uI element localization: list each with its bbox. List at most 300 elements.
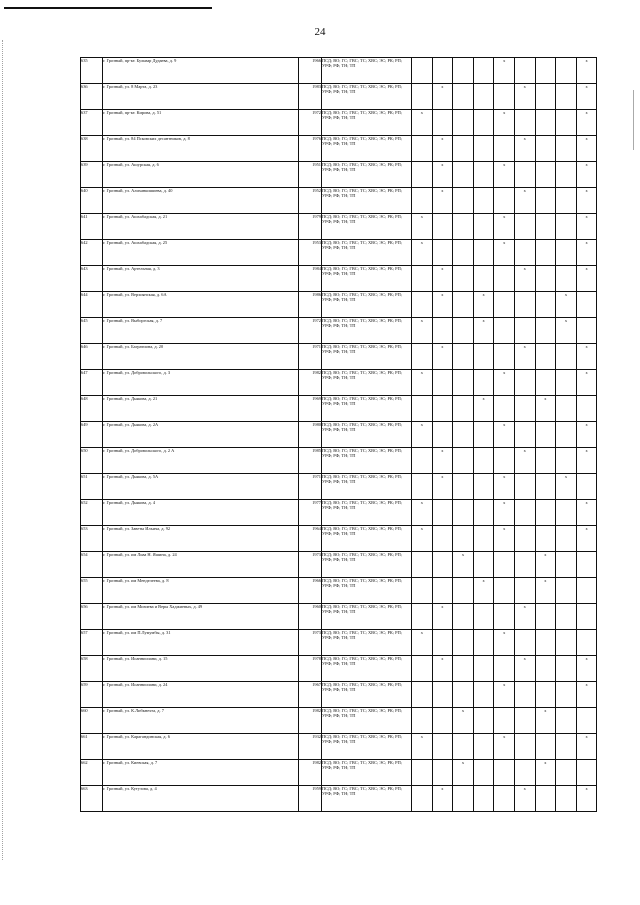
mark-cell xyxy=(432,578,453,604)
mark-cell xyxy=(535,422,556,448)
row-work-types: ПСД; ВО; ГС; ГВС; ТС; ХВС; ЭС; РК; РП; УРФ; РФ; ТН; ТП xyxy=(322,318,412,344)
mark-cell xyxy=(535,162,556,188)
row-number: 660 xyxy=(81,708,103,734)
mark-cell: x xyxy=(576,162,597,188)
table-row xyxy=(81,422,597,448)
table-row xyxy=(81,162,597,188)
mark-cell: x xyxy=(576,136,597,162)
mark-cell xyxy=(473,448,494,474)
mark-cell: x xyxy=(432,266,453,292)
mark-cell xyxy=(412,344,433,370)
row-year: 1982 xyxy=(299,370,322,396)
mark-cell xyxy=(576,760,597,786)
top-rule xyxy=(4,7,212,9)
mark-cell xyxy=(473,84,494,110)
table-row xyxy=(81,318,597,344)
mark-cell xyxy=(453,344,474,370)
mark-cell xyxy=(494,578,515,604)
mark-cell: x xyxy=(576,734,597,760)
mark-cell xyxy=(453,448,474,474)
row-year: 1953 xyxy=(299,240,322,266)
mark-cell: x xyxy=(535,396,556,422)
row-number: 642 xyxy=(81,240,103,266)
mark-cell xyxy=(473,604,494,630)
mark-cell: x xyxy=(432,448,453,474)
mark-cell xyxy=(453,318,474,344)
mark-cell: x xyxy=(514,786,535,812)
mark-cell xyxy=(453,214,474,240)
scan-edge-right xyxy=(633,90,634,150)
row-work-types: ПСД; ВО; ГС; ГВС; ТС; ХВС; ЭС; РК; РП; УРФ; РФ; ТН; ТП xyxy=(322,760,412,786)
row-address: г. Грозный, ул. К.Либкнехта, д. 7 xyxy=(103,708,299,734)
table-row xyxy=(81,84,597,110)
row-address: г. Грозный, ул. Алиханкишиева, д. 40 xyxy=(103,188,299,214)
mark-cell: x xyxy=(432,162,453,188)
mark-cell: x xyxy=(494,162,515,188)
mark-cell xyxy=(453,682,474,708)
mark-cell xyxy=(473,240,494,266)
row-address: г. Грозный, ул. Дьякова, д. 21 xyxy=(103,396,299,422)
mark-cell xyxy=(453,604,474,630)
mark-cell xyxy=(535,474,556,500)
mark-cell: x xyxy=(494,682,515,708)
mark-cell: x xyxy=(576,656,597,682)
mark-cell: x xyxy=(576,682,597,708)
mark-cell xyxy=(556,370,577,396)
mark-cell xyxy=(535,266,556,292)
mark-cell xyxy=(432,500,453,526)
mark-cell xyxy=(453,266,474,292)
row-number: 656 xyxy=(81,604,103,630)
mark-cell xyxy=(473,474,494,500)
mark-cell xyxy=(535,630,556,656)
mark-cell xyxy=(556,682,577,708)
row-address: г. Грозный, ул. Добровольского, д. 2 А xyxy=(103,448,299,474)
row-address: г. Грозный, ул. Артельная, д. 3 xyxy=(103,266,299,292)
row-address: г. Грозный, ул. им Менделеева, д. 8 xyxy=(103,578,299,604)
row-year: 1967 xyxy=(299,682,322,708)
row-year: 1972 xyxy=(299,110,322,136)
mark-cell: x xyxy=(494,526,515,552)
mark-cell xyxy=(453,110,474,136)
row-number: 647 xyxy=(81,370,103,396)
mark-cell xyxy=(412,656,433,682)
row-address: г. Грозный, ул. им Мизиева и Веры Хаджиевых, д. 49 xyxy=(103,604,299,630)
table-row xyxy=(81,500,597,526)
row-year: 1971 xyxy=(299,474,322,500)
mark-cell xyxy=(514,474,535,500)
mark-cell: x xyxy=(576,266,597,292)
mark-cell: x xyxy=(556,292,577,318)
mark-cell xyxy=(494,604,515,630)
mark-cell xyxy=(494,266,515,292)
mark-cell xyxy=(432,240,453,266)
mark-cell xyxy=(576,630,597,656)
mark-cell xyxy=(556,214,577,240)
mark-cell xyxy=(412,708,433,734)
mark-cell: x xyxy=(514,266,535,292)
row-number: 652 xyxy=(81,500,103,526)
row-work-types: ПСД; ВО; ГС; ГВС; ТС; ХВС; ЭС; РК; РП; УРФ; РФ; ТН; ТП xyxy=(322,422,412,448)
mark-cell xyxy=(535,58,556,84)
mark-cell xyxy=(556,136,577,162)
row-address: г. Грозный, ул. Добровольского, д. 3 xyxy=(103,370,299,396)
mark-cell xyxy=(514,110,535,136)
mark-cell xyxy=(535,448,556,474)
mark-cell xyxy=(473,214,494,240)
row-work-types: ПСД; ВО; ГС; ГВС; ТС; ХВС; ЭС; РК; РП; УРФ; РФ; ТН; ТП xyxy=(322,448,412,474)
mark-cell xyxy=(473,708,494,734)
mark-cell: x xyxy=(576,344,597,370)
row-work-types: ПСД; ВО; ГС; ГВС; ТС; ХВС; ЭС; РК; РП; УРФ; РФ; ТН; ТП xyxy=(322,240,412,266)
mark-cell: x xyxy=(432,786,453,812)
row-number: 648 xyxy=(81,396,103,422)
row-number: 653 xyxy=(81,526,103,552)
mark-cell xyxy=(432,708,453,734)
table-row xyxy=(81,370,597,396)
mark-cell xyxy=(535,136,556,162)
row-work-types: ПСД; ВО; ГС; ГВС; ТС; ХВС; ЭС; РК; РП; УРФ; РФ; ТН; ТП xyxy=(322,786,412,812)
mark-cell xyxy=(412,578,433,604)
mark-cell: x xyxy=(473,292,494,318)
mark-cell xyxy=(556,396,577,422)
mark-cell: x xyxy=(576,84,597,110)
mark-cell xyxy=(453,162,474,188)
mark-cell: x xyxy=(494,214,515,240)
mark-cell: x xyxy=(494,110,515,136)
mark-cell: x xyxy=(412,370,433,396)
mark-cell xyxy=(556,708,577,734)
row-work-types: ПСД; ВО; ГС; ГВС; ТС; ХВС; ЭС; РК; РП; УРФ; РФ; ТН; ТП xyxy=(322,526,412,552)
mark-cell xyxy=(514,396,535,422)
row-number: 646 xyxy=(81,344,103,370)
row-work-types: ПСД; ВО; ГС; ГВС; ТС; ХВС; ЭС; РК; РП; УРФ; РФ; ТН; ТП xyxy=(322,214,412,240)
mark-cell xyxy=(494,708,515,734)
mark-cell: x xyxy=(432,188,453,214)
mark-cell xyxy=(514,630,535,656)
mark-cell: x xyxy=(494,240,515,266)
mark-cell xyxy=(494,136,515,162)
row-work-types: ПСД; ВО; ГС; ГВС; ТС; ХВС; ЭС; РК; РП; УРФ; РФ; ТН; ТП xyxy=(322,500,412,526)
table-row xyxy=(81,396,597,422)
row-number: 639 xyxy=(81,162,103,188)
row-year: 1979 xyxy=(299,214,322,240)
mark-cell xyxy=(535,188,556,214)
row-number: 637 xyxy=(81,110,103,136)
mark-cell xyxy=(535,656,556,682)
mark-cell xyxy=(473,500,494,526)
row-year: 1973 xyxy=(299,630,322,656)
mark-cell xyxy=(473,370,494,396)
row-year: 1951 xyxy=(299,162,322,188)
mark-cell xyxy=(432,526,453,552)
mark-cell xyxy=(412,396,433,422)
mark-cell xyxy=(535,344,556,370)
mark-cell: x xyxy=(514,344,535,370)
mark-cell: x xyxy=(473,578,494,604)
row-address: г. Грозный, ул. Ашхабадская, д. 25 xyxy=(103,240,299,266)
row-number: 643 xyxy=(81,266,103,292)
mark-cell: x xyxy=(535,552,556,578)
row-address: г. Грозный, ул. Дьякова, д. 2А xyxy=(103,422,299,448)
mark-cell xyxy=(576,708,597,734)
mark-cell xyxy=(412,448,433,474)
mark-cell: x xyxy=(535,578,556,604)
table-row xyxy=(81,578,597,604)
row-address: г. Грозный, ул. Багратиона, д. 20 xyxy=(103,344,299,370)
mark-cell xyxy=(556,422,577,448)
mark-cell xyxy=(494,396,515,422)
row-work-types: ПСД; ВО; ГС; ГВС; ТС; ХВС; ЭС; РК; РП; УРФ; РФ; ТН; ТП xyxy=(322,370,412,396)
row-number: 651 xyxy=(81,474,103,500)
mark-cell xyxy=(494,344,515,370)
row-number: 650 xyxy=(81,448,103,474)
mark-cell xyxy=(535,240,556,266)
mark-cell: x xyxy=(494,58,515,84)
table-row xyxy=(81,760,597,786)
mark-cell xyxy=(514,760,535,786)
row-work-types: ПСД; ВО; ГС; ГВС; ТС; ХВС; ЭС; РК; РП; УРФ; РФ; ТН; ТП xyxy=(322,474,412,500)
mark-cell: x xyxy=(412,240,433,266)
table-row xyxy=(81,630,597,656)
register-table xyxy=(80,57,597,812)
mark-cell xyxy=(514,552,535,578)
mark-cell xyxy=(432,214,453,240)
mark-cell: x xyxy=(432,604,453,630)
row-work-types: ПСД; ВО; ГС; ГВС; ТС; ХВС; ЭС; РК; РП; УРФ; РФ; ТН; ТП xyxy=(322,344,412,370)
mark-cell xyxy=(453,630,474,656)
mark-cell xyxy=(473,734,494,760)
row-number: 655 xyxy=(81,578,103,604)
mark-cell: x xyxy=(556,474,577,500)
row-year: 1984 xyxy=(299,266,322,292)
mark-cell xyxy=(473,682,494,708)
mark-cell: x xyxy=(535,760,556,786)
row-work-types: ПСД; ВО; ГС; ГВС; ТС; ХВС; ЭС; РК; РП; УРФ; РФ; ТН; ТП xyxy=(322,630,412,656)
mark-cell: x xyxy=(432,344,453,370)
row-work-types: ПСД; ВО; ГС; ГВС; ТС; ХВС; ЭС; РК; РП; УРФ; РФ; ТН; ТП xyxy=(322,188,412,214)
mark-cell xyxy=(473,344,494,370)
mark-cell: x xyxy=(556,318,577,344)
mark-cell xyxy=(494,656,515,682)
mark-cell: x xyxy=(576,214,597,240)
mark-cell xyxy=(576,578,597,604)
mark-cell xyxy=(412,552,433,578)
mark-cell xyxy=(432,422,453,448)
row-year: 1959 xyxy=(299,786,322,812)
row-year: 1982 xyxy=(299,760,322,786)
mark-cell xyxy=(514,292,535,318)
row-number: 635 xyxy=(81,58,103,84)
mark-cell xyxy=(556,84,577,110)
mark-cell: x xyxy=(576,370,597,396)
table-row xyxy=(81,188,597,214)
table-row xyxy=(81,292,597,318)
row-work-types: ПСД; ВО; ГС; ГВС; ТС; ХВС; ЭС; РК; РП; УРФ; РФ; ТН; ТП xyxy=(322,110,412,136)
mark-cell xyxy=(412,136,433,162)
mark-cell xyxy=(453,656,474,682)
table-row xyxy=(81,708,597,734)
row-work-types: ПСД; ВО; ГС; ГВС; ТС; ХВС; ЭС; РК; РП; УРФ; РФ; ТН; ТП xyxy=(322,136,412,162)
mark-cell xyxy=(514,734,535,760)
row-address: г. Грозный, ул. Заветы Ильича, д. 92 xyxy=(103,526,299,552)
row-year: 1986 xyxy=(299,292,322,318)
mark-cell xyxy=(494,552,515,578)
row-number: 663 xyxy=(81,786,103,812)
row-year: 1952 xyxy=(299,188,322,214)
row-year: 1966 xyxy=(299,58,322,84)
row-number: 636 xyxy=(81,84,103,110)
mark-cell xyxy=(514,708,535,734)
row-work-types: ПСД; ВО; ГС; ГВС; ТС; ХВС; ЭС; РК; РП; УРФ; РФ; ТН; ТП xyxy=(322,708,412,734)
mark-cell: x xyxy=(576,448,597,474)
mark-cell xyxy=(453,734,474,760)
mark-cell xyxy=(576,474,597,500)
mark-cell xyxy=(514,240,535,266)
mark-cell: x xyxy=(514,84,535,110)
mark-cell xyxy=(514,526,535,552)
mark-cell xyxy=(453,58,474,84)
mark-cell xyxy=(576,318,597,344)
row-address: г. Грозный, ул. Дьякова, д. 5А xyxy=(103,474,299,500)
mark-cell xyxy=(473,760,494,786)
mark-cell: x xyxy=(576,110,597,136)
mark-cell xyxy=(576,292,597,318)
row-year: 1960 xyxy=(299,604,322,630)
table-row xyxy=(81,526,597,552)
scan-edge-left xyxy=(2,40,4,860)
mark-cell xyxy=(473,552,494,578)
row-address: г. Грозный, ул. Дьякова, д. 4 xyxy=(103,500,299,526)
row-work-types: ПСД; ВО; ГС; ГВС; ТС; ХВС; ЭС; РК; РП; УРФ; РФ; ТН; ТП xyxy=(322,552,412,578)
mark-cell xyxy=(473,786,494,812)
mark-cell xyxy=(412,162,433,188)
row-address: г. Грозный, ул. 8 Марта, д. 23 xyxy=(103,84,299,110)
mark-cell xyxy=(535,526,556,552)
mark-cell xyxy=(412,682,433,708)
mark-cell xyxy=(556,500,577,526)
mark-cell xyxy=(473,110,494,136)
mark-cell xyxy=(514,500,535,526)
mark-cell xyxy=(494,786,515,812)
row-work-types: ПСД; ВО; ГС; ГВС; ТС; ХВС; ЭС; РК; РП; УРФ; РФ; ТН; ТП xyxy=(322,682,412,708)
mark-cell xyxy=(556,266,577,292)
mark-cell xyxy=(535,292,556,318)
row-address: г. Грозный, ул. Иоаннисиани, д. 24 xyxy=(103,682,299,708)
mark-cell xyxy=(453,188,474,214)
mark-cell: x xyxy=(412,214,433,240)
row-address: г. Грозный, ул. Иоаннисиани, д. 15 xyxy=(103,656,299,682)
mark-cell xyxy=(556,760,577,786)
mark-cell: x xyxy=(432,474,453,500)
mark-cell: x xyxy=(453,708,474,734)
mark-cell xyxy=(432,58,453,84)
mark-cell xyxy=(556,786,577,812)
mark-cell: x xyxy=(453,760,474,786)
table-row xyxy=(81,552,597,578)
row-number: 641 xyxy=(81,214,103,240)
row-address: г. Грозный, ул. Ашхабадская, д. 21 xyxy=(103,214,299,240)
table-row xyxy=(81,240,597,266)
table-row xyxy=(81,58,597,84)
mark-cell: x xyxy=(576,786,597,812)
row-number: 661 xyxy=(81,734,103,760)
mark-cell xyxy=(556,526,577,552)
row-year: 1983 xyxy=(299,84,322,110)
mark-cell xyxy=(473,656,494,682)
mark-cell xyxy=(514,214,535,240)
row-year: 1964 xyxy=(299,526,322,552)
mark-cell xyxy=(514,162,535,188)
mark-cell xyxy=(514,58,535,84)
mark-cell: x xyxy=(494,370,515,396)
mark-cell xyxy=(432,370,453,396)
mark-cell xyxy=(535,734,556,760)
mark-cell xyxy=(556,58,577,84)
row-address: г. Грозный, ул. Киевская, д. 7 xyxy=(103,760,299,786)
row-work-types: ПСД; ВО; ГС; ГВС; ТС; ХВС; ЭС; РК; РП; УРФ; РФ; ТН; ТП xyxy=(322,266,412,292)
mark-cell: x xyxy=(412,500,433,526)
row-year: 1978 xyxy=(299,656,322,682)
mark-cell xyxy=(535,214,556,240)
mark-cell xyxy=(453,500,474,526)
mark-cell: x xyxy=(412,526,433,552)
row-work-types: ПСД; ВО; ГС; ГВС; ТС; ХВС; ЭС; РК; РП; УРФ; РФ; ТН; ТП xyxy=(322,292,412,318)
row-address: г. Грозный, ул. Выборгская, д. 7 xyxy=(103,318,299,344)
mark-cell xyxy=(453,370,474,396)
mark-cell xyxy=(453,578,474,604)
mark-cell xyxy=(535,318,556,344)
mark-cell xyxy=(556,578,577,604)
mark-cell: x xyxy=(535,708,556,734)
mark-cell xyxy=(514,422,535,448)
mark-cell xyxy=(453,786,474,812)
mark-cell xyxy=(453,422,474,448)
mark-cell xyxy=(514,318,535,344)
table-row xyxy=(81,734,597,760)
mark-cell: x xyxy=(514,604,535,630)
mark-cell xyxy=(556,188,577,214)
row-year: 1972 xyxy=(299,318,322,344)
row-work-types: ПСД; ВО; ГС; ГВС; ТС; ХВС; ЭС; РК; РП; УРФ; РФ; ТН; ТП xyxy=(322,604,412,630)
mark-cell: x xyxy=(412,630,433,656)
row-number: 638 xyxy=(81,136,103,162)
mark-cell xyxy=(453,396,474,422)
table-row xyxy=(81,136,597,162)
mark-cell xyxy=(576,604,597,630)
mark-cell xyxy=(473,266,494,292)
mark-cell xyxy=(412,188,433,214)
table-row xyxy=(81,448,597,474)
mark-cell xyxy=(514,370,535,396)
mark-cell xyxy=(432,110,453,136)
mark-cell: x xyxy=(432,84,453,110)
mark-cell xyxy=(412,604,433,630)
mark-cell xyxy=(494,448,515,474)
mark-cell: x xyxy=(494,474,515,500)
mark-cell: x xyxy=(432,656,453,682)
row-address: г. Грозный, ул. им П.Лумумбы, д. 31 xyxy=(103,630,299,656)
mark-cell xyxy=(432,682,453,708)
mark-cell: x xyxy=(453,552,474,578)
mark-cell: x xyxy=(473,396,494,422)
page-number: 24 xyxy=(314,26,326,38)
mark-cell: x xyxy=(432,292,453,318)
mark-cell xyxy=(412,292,433,318)
register-table-body xyxy=(81,58,597,812)
mark-cell xyxy=(432,396,453,422)
mark-cell: x xyxy=(576,422,597,448)
